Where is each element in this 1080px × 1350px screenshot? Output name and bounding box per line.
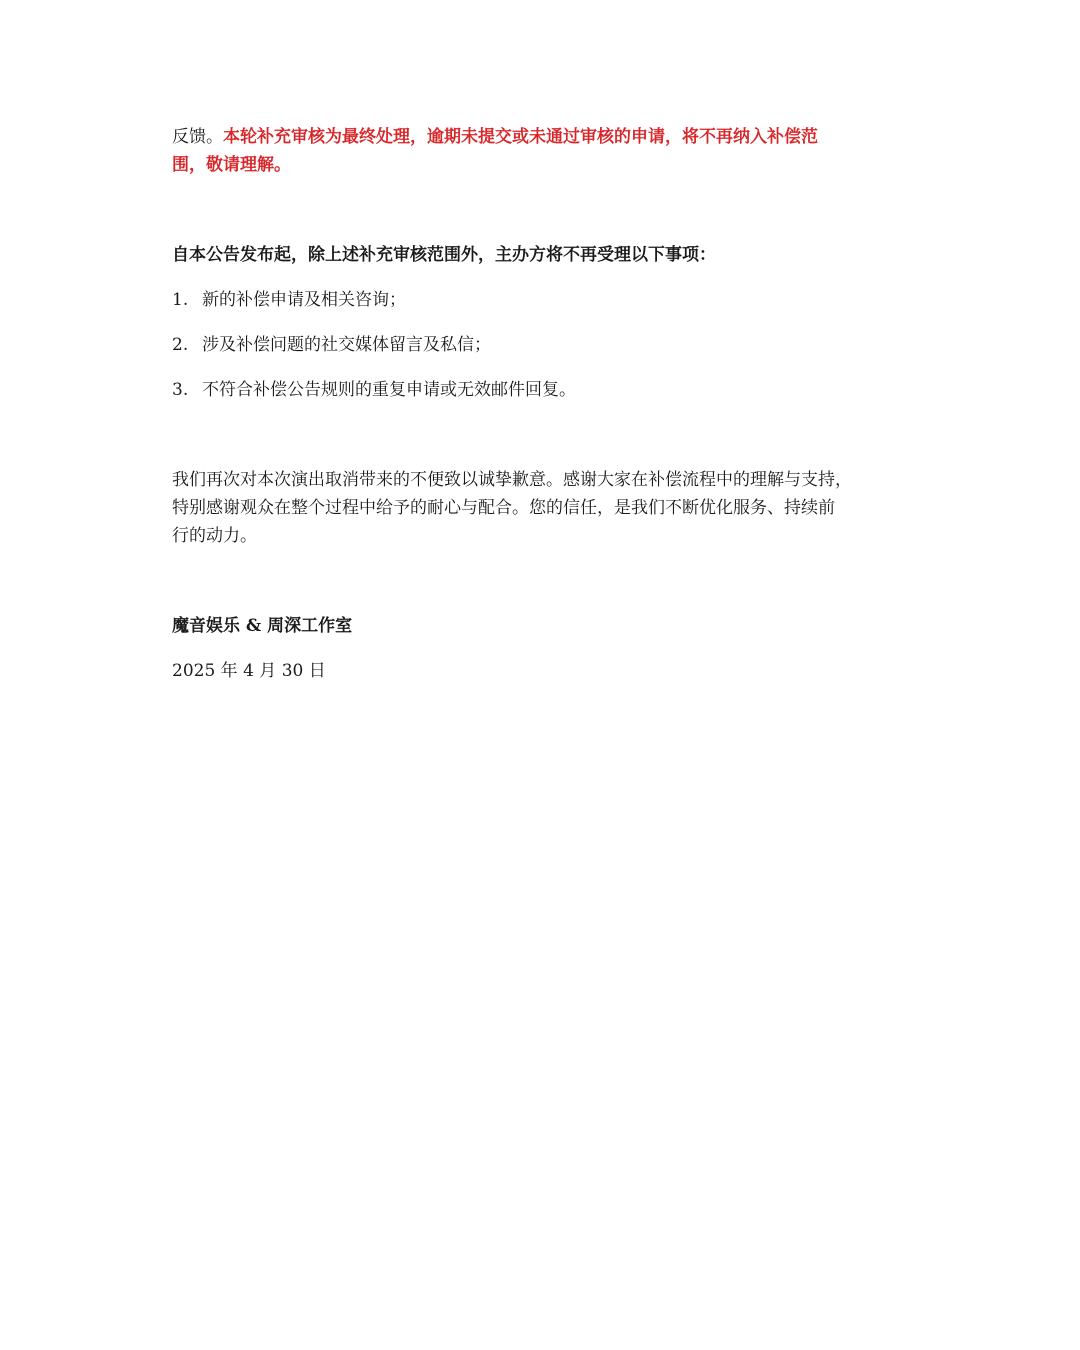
list-item-number: 1. [172, 290, 189, 310]
final-review-warning-cont: 围，敬请理解。 [172, 155, 291, 175]
list-item-text: 新的补偿申请及相关咨询； [202, 290, 406, 310]
list-item-number: 3. [172, 380, 189, 400]
final-review-warning: 本轮补充审核为最终处理，逾期未提交或未通过审核的申请，将不再纳入补偿范 [223, 127, 818, 147]
intro-line-1 [172, 123, 818, 151]
closing-line-1: 我们再次对本次演出取消带来的不便致以诚挚歉意。感谢大家在补偿流程中的理解与支持， [172, 470, 852, 490]
closing-line-2: 特别感谢观众在整个过程中给予的耐心与配合。您的信任，是我们不断优化服务、持续前 [172, 498, 835, 518]
list-item-number: 2. [172, 335, 189, 355]
notice-heading: 自本公告发布起，除上述补充审核范围外，主办方将不再受理以下事项： [172, 245, 716, 265]
list-item [172, 376, 576, 404]
list-item [172, 286, 406, 314]
intro-lead: 反馈。 [172, 127, 223, 147]
list-item-text: 不符合补偿公告规则的重复申请或无效邮件回复。 [202, 380, 576, 400]
signature-date: 2025 年 4 月 30 日 [172, 661, 326, 681]
closing-line-3: 行的动力。 [172, 526, 257, 546]
signature-org: 魔音娱乐 & 周深工作室 [172, 616, 353, 636]
list-item [172, 331, 491, 359]
list-item-text: 涉及补偿问题的社交媒体留言及私信； [202, 335, 491, 355]
